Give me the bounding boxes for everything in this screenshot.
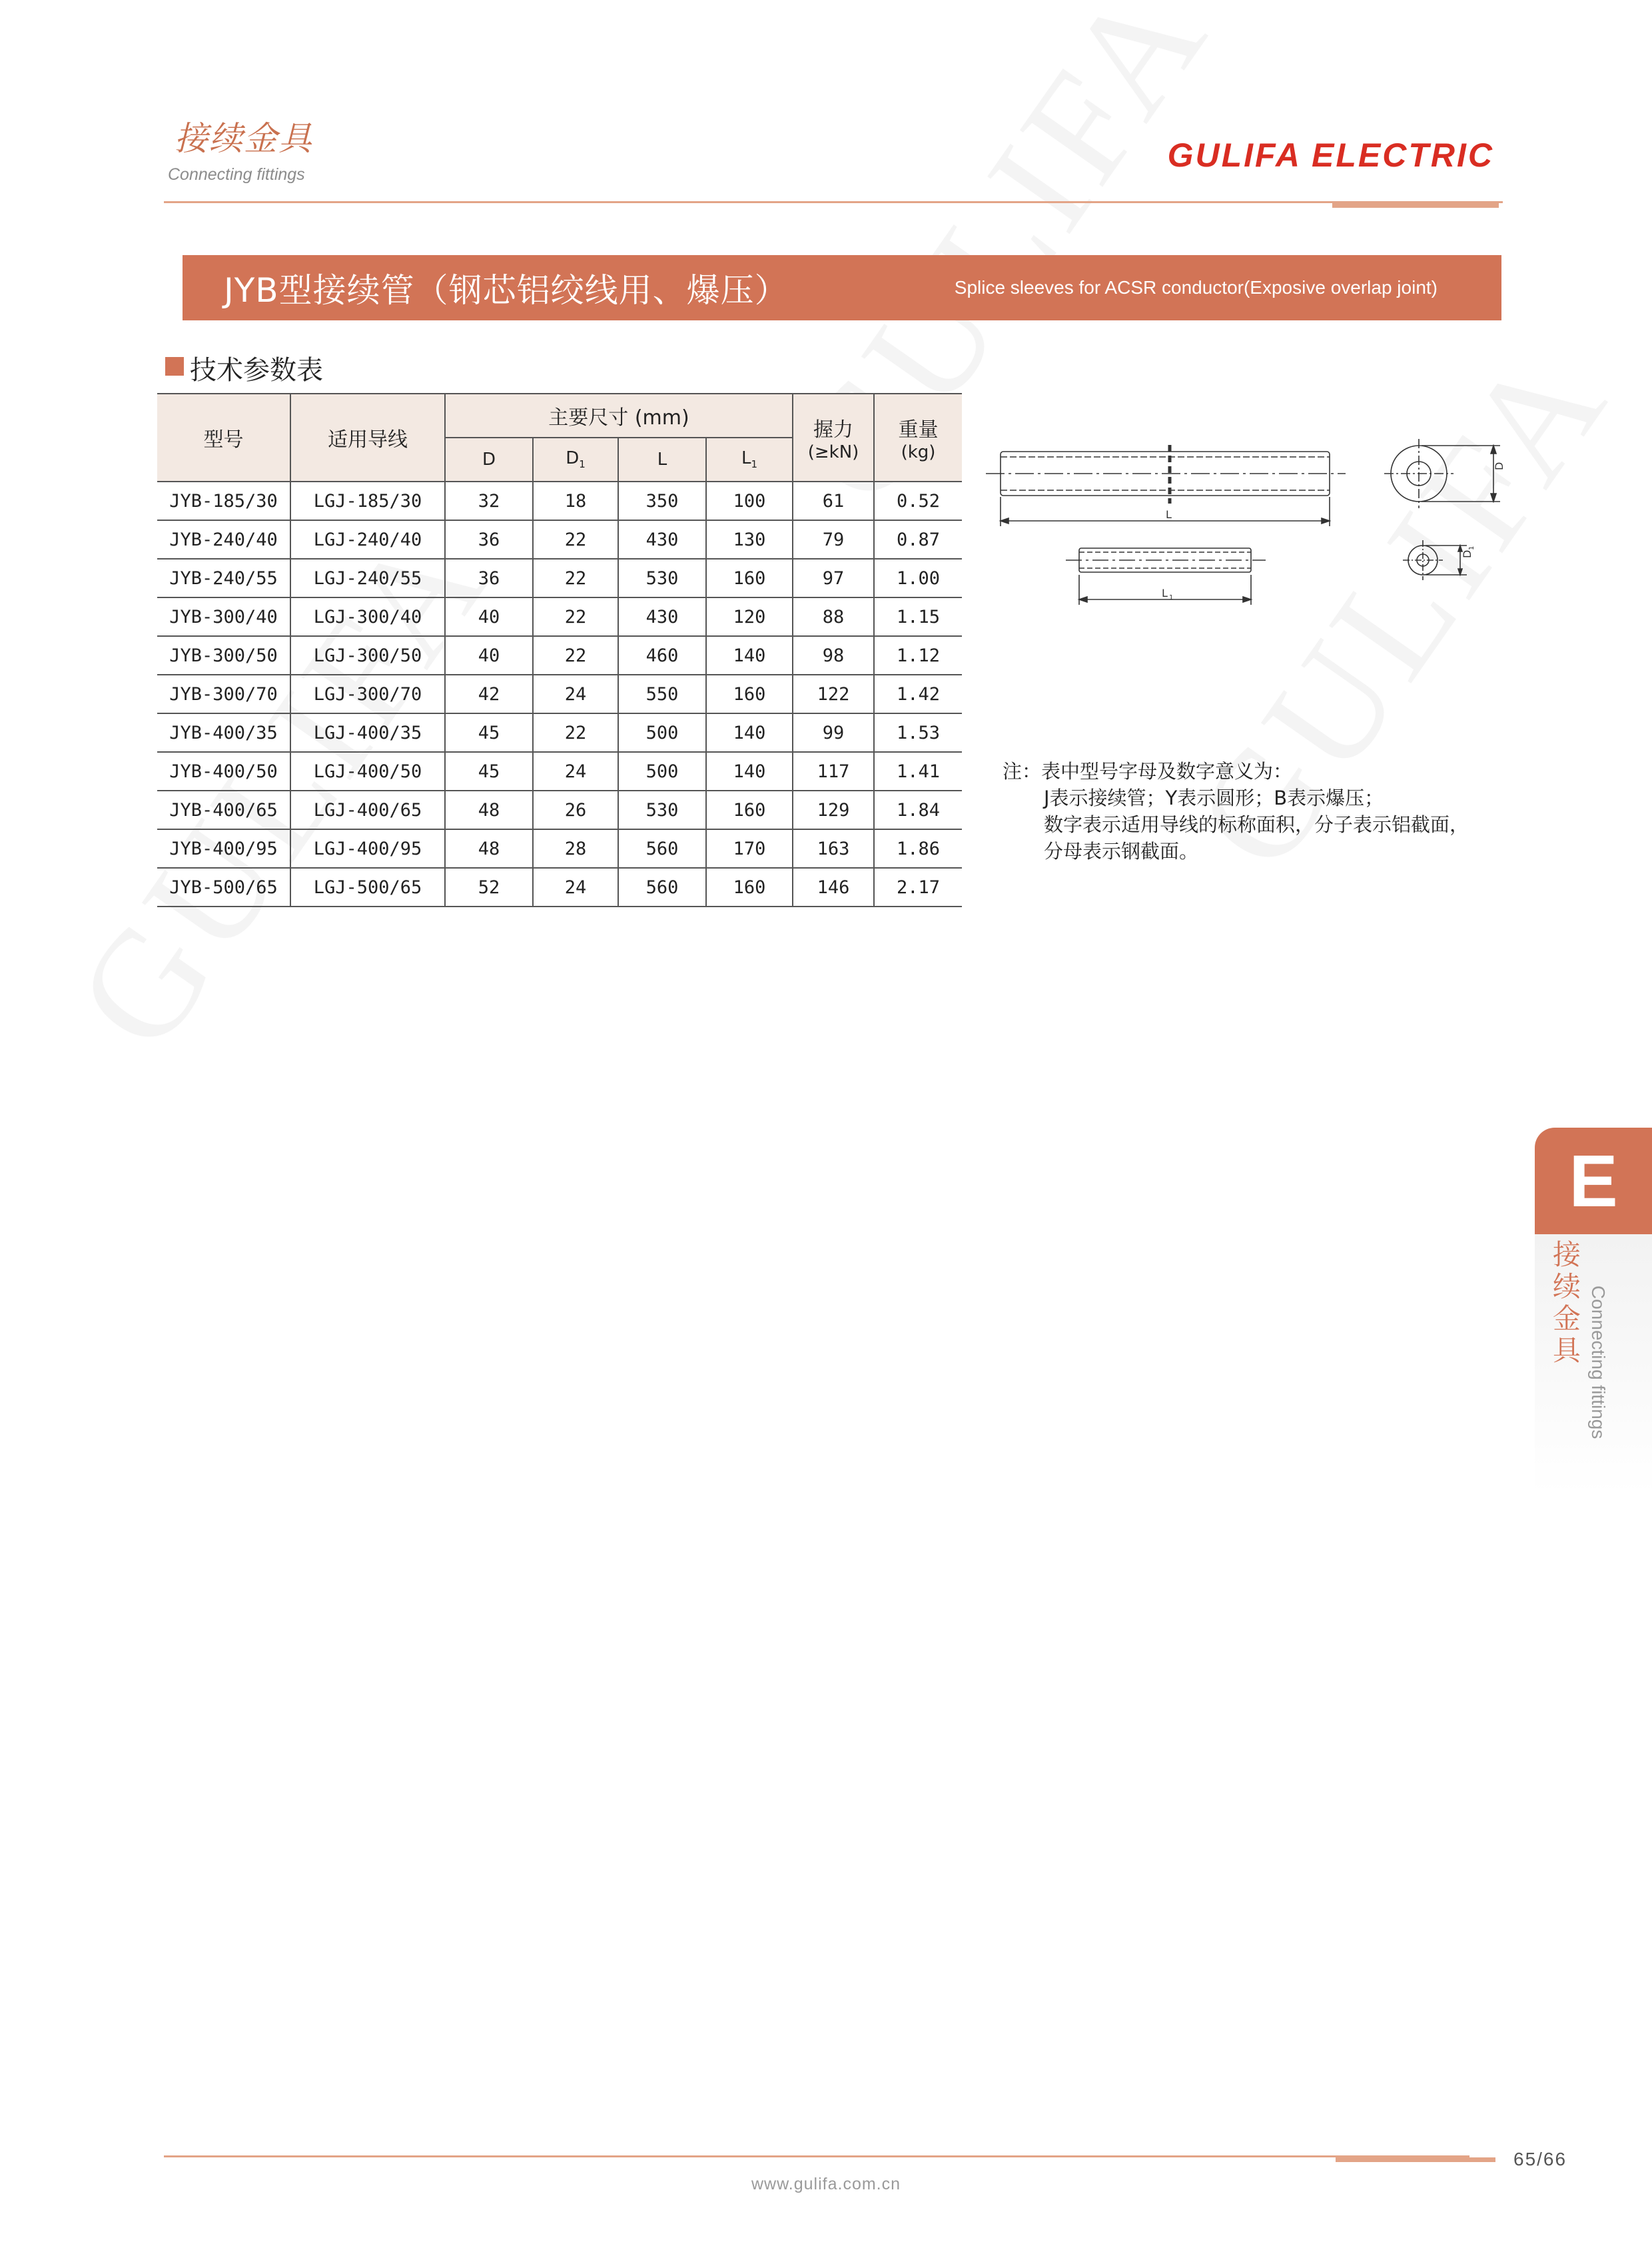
table-row	[157, 597, 962, 636]
title-bar	[183, 255, 1501, 320]
cell-L: 550	[618, 675, 706, 713]
cell-L: 530	[618, 559, 706, 597]
cell-D1: 28	[533, 829, 618, 868]
cell-D: 36	[445, 559, 533, 597]
table-row	[157, 520, 962, 559]
table-row	[157, 559, 962, 597]
cell-D: 48	[445, 829, 533, 868]
col-header-model: 型号	[157, 394, 290, 482]
cell-D: 40	[445, 636, 533, 675]
cell-model: JYB-240/40	[157, 520, 290, 559]
cell-D: 40	[445, 597, 533, 636]
cell-L1: 160	[706, 675, 793, 713]
product-title-en: Splice sleeves for ACSR conductor(Exposive overlap joint)	[954, 277, 1438, 298]
table-row	[157, 868, 962, 907]
col-header-D1	[533, 438, 618, 482]
col-header-D: D	[445, 438, 533, 482]
note-line-4: 分母表示钢截面。	[1044, 840, 1199, 863]
cell-D1: 26	[533, 791, 618, 829]
cell-D: 52	[445, 868, 533, 907]
cell-L1: 120	[706, 597, 793, 636]
cell-L: 560	[618, 868, 706, 907]
cell-weight: 1.41	[874, 752, 962, 791]
page-number: 65/66	[1513, 2149, 1567, 2169]
cell-model: JYB-400/95	[157, 829, 290, 868]
table-row	[157, 636, 962, 675]
cell-conductor: LGJ-400/65	[290, 791, 445, 829]
cell-D1: 22	[533, 559, 618, 597]
cell-model: JYB-300/70	[157, 675, 290, 713]
cell-weight: 1.12	[874, 636, 962, 675]
cell-grip: 163	[793, 829, 874, 868]
weight-unit: (kg)	[901, 442, 936, 462]
cell-conductor: LGJ-240/55	[290, 559, 445, 597]
cell-grip: 99	[793, 713, 874, 752]
cell-L: 460	[618, 636, 706, 675]
cell-L1: 140	[706, 713, 793, 752]
section-title: 技术参数表	[190, 355, 323, 386]
cell-L: 500	[618, 713, 706, 752]
cell-L1: 140	[706, 636, 793, 675]
section-square-icon	[165, 357, 184, 376]
cell-conductor: LGJ-400/35	[290, 713, 445, 752]
cell-weight: 1.84	[874, 791, 962, 829]
col-header-dimensions: 主要尺寸 (mm)	[445, 394, 793, 438]
cell-grip: 97	[793, 559, 874, 597]
cell-L: 430	[618, 520, 706, 559]
cell-L1: 170	[706, 829, 793, 868]
cell-D1: 22	[533, 713, 618, 752]
cell-conductor: LGJ-300/70	[290, 675, 445, 713]
note-line-1: 注：表中型号字母及数字意义为：	[1003, 760, 1293, 783]
cell-weight: 2.17	[874, 868, 962, 907]
notes	[1003, 758, 1469, 865]
cell-weight: 1.15	[874, 597, 962, 636]
cell-weight: 1.53	[874, 713, 962, 752]
cell-D1: 22	[533, 636, 618, 675]
L1-subscript: 1	[751, 458, 758, 471]
header-category-en: Connecting fittings	[168, 165, 305, 184]
cell-L: 530	[618, 791, 706, 829]
table-row	[157, 675, 962, 713]
cell-model: JYB-300/40	[157, 597, 290, 636]
L1-letter: L	[741, 448, 751, 469]
header-category-cn: 接续金具	[175, 119, 313, 158]
footer-url: www.gulifa.com.cn	[751, 2175, 901, 2193]
col-header-conductor: 适用导线	[290, 394, 445, 482]
col-header-weight	[874, 394, 962, 482]
col-header-L: L	[618, 438, 706, 482]
cell-grip: 88	[793, 597, 874, 636]
cell-conductor: LGJ-185/30	[290, 482, 445, 520]
table-row	[157, 752, 962, 791]
cell-L1: 160	[706, 868, 793, 907]
cell-L1: 160	[706, 559, 793, 597]
note-line-2: J表示接续管；Y表示圆形；B表示爆压；	[1044, 787, 1384, 809]
cell-weight: 0.87	[874, 520, 962, 559]
cell-model: JYB-185/30	[157, 482, 290, 520]
cell-grip: 61	[793, 482, 874, 520]
cell-grip: 117	[793, 752, 874, 791]
cell-weight: 0.52	[874, 482, 962, 520]
brand-logo: GULIFA ELECTRIC	[1167, 137, 1494, 174]
splice-sleeve-diagram	[986, 413, 1505, 626]
D1-letter: D	[566, 448, 580, 469]
dim-label-L: L	[1166, 508, 1172, 521]
cell-D1: 24	[533, 675, 618, 713]
footer-rule-accent	[1336, 2157, 1495, 2162]
dim-label-D1-sub: 1	[1468, 546, 1475, 550]
cell-grip: 129	[793, 791, 874, 829]
col-header-L1	[706, 438, 793, 482]
cell-D: 48	[445, 791, 533, 829]
cell-L1: 160	[706, 791, 793, 829]
header-rule	[164, 201, 1503, 203]
cell-L1: 130	[706, 520, 793, 559]
cell-L: 560	[618, 829, 706, 868]
cell-D1: 22	[533, 520, 618, 559]
cell-model: JYB-400/65	[157, 791, 290, 829]
cell-model: JYB-400/50	[157, 752, 290, 791]
cell-L: 500	[618, 752, 706, 791]
table-row	[157, 791, 962, 829]
cell-model: JYB-400/35	[157, 713, 290, 752]
cell-D: 36	[445, 520, 533, 559]
cell-grip: 98	[793, 636, 874, 675]
note-line-3: 数字表示适用导线的标称面积，分子表示铝截面，	[1044, 813, 1469, 836]
cell-D1: 24	[533, 868, 618, 907]
side-tab-label-en: Connecting fittings	[1588, 1286, 1609, 1439]
footer-rule	[164, 2155, 1469, 2157]
cell-conductor: LGJ-400/95	[290, 829, 445, 868]
cell-model: JYB-300/50	[157, 636, 290, 675]
cell-grip: 79	[793, 520, 874, 559]
cell-D: 45	[445, 713, 533, 752]
table-row	[157, 482, 962, 520]
dim-label-D1: D	[1461, 550, 1473, 558]
grip-label: 握力	[813, 418, 853, 442]
cell-weight: 1.86	[874, 829, 962, 868]
table-row	[157, 829, 962, 868]
cell-grip: 146	[793, 868, 874, 907]
cell-D: 42	[445, 675, 533, 713]
cell-D1: 18	[533, 482, 618, 520]
cell-conductor: LGJ-500/65	[290, 868, 445, 907]
cell-D: 32	[445, 482, 533, 520]
dim-label-L1: L	[1162, 587, 1168, 599]
cell-L: 350	[618, 482, 706, 520]
cell-model: JYB-500/65	[157, 868, 290, 907]
side-tab-label-cn: 接续金具	[1552, 1238, 1581, 1367]
dim-label-L1-sub: 1	[1169, 594, 1174, 601]
cell-L: 430	[618, 597, 706, 636]
grip-unit: (≥kN)	[807, 442, 859, 462]
cell-L1: 100	[706, 482, 793, 520]
col-header-grip	[793, 394, 874, 482]
cell-L1: 140	[706, 752, 793, 791]
cell-D: 45	[445, 752, 533, 791]
dim-label-D: D	[1493, 462, 1505, 470]
product-title-cn: JYB型接续管（钢芯铝绞线用、爆压）	[224, 271, 789, 310]
weight-label: 重量	[898, 418, 939, 442]
cell-D1: 22	[533, 597, 618, 636]
cell-D1: 24	[533, 752, 618, 791]
cell-conductor: LGJ-300/50	[290, 636, 445, 675]
side-tab-letter: E	[1535, 1128, 1652, 1234]
spec-table	[157, 393, 962, 907]
cell-conductor: LGJ-400/50	[290, 752, 445, 791]
cell-model: JYB-240/55	[157, 559, 290, 597]
cell-weight: 1.42	[874, 675, 962, 713]
cell-conductor: LGJ-300/40	[290, 597, 445, 636]
cell-weight: 1.00	[874, 559, 962, 597]
header-rule-accent	[1332, 203, 1499, 208]
cell-grip: 122	[793, 675, 874, 713]
table-row	[157, 713, 962, 752]
D1-subscript: 1	[579, 458, 586, 471]
cell-conductor: LGJ-240/40	[290, 520, 445, 559]
